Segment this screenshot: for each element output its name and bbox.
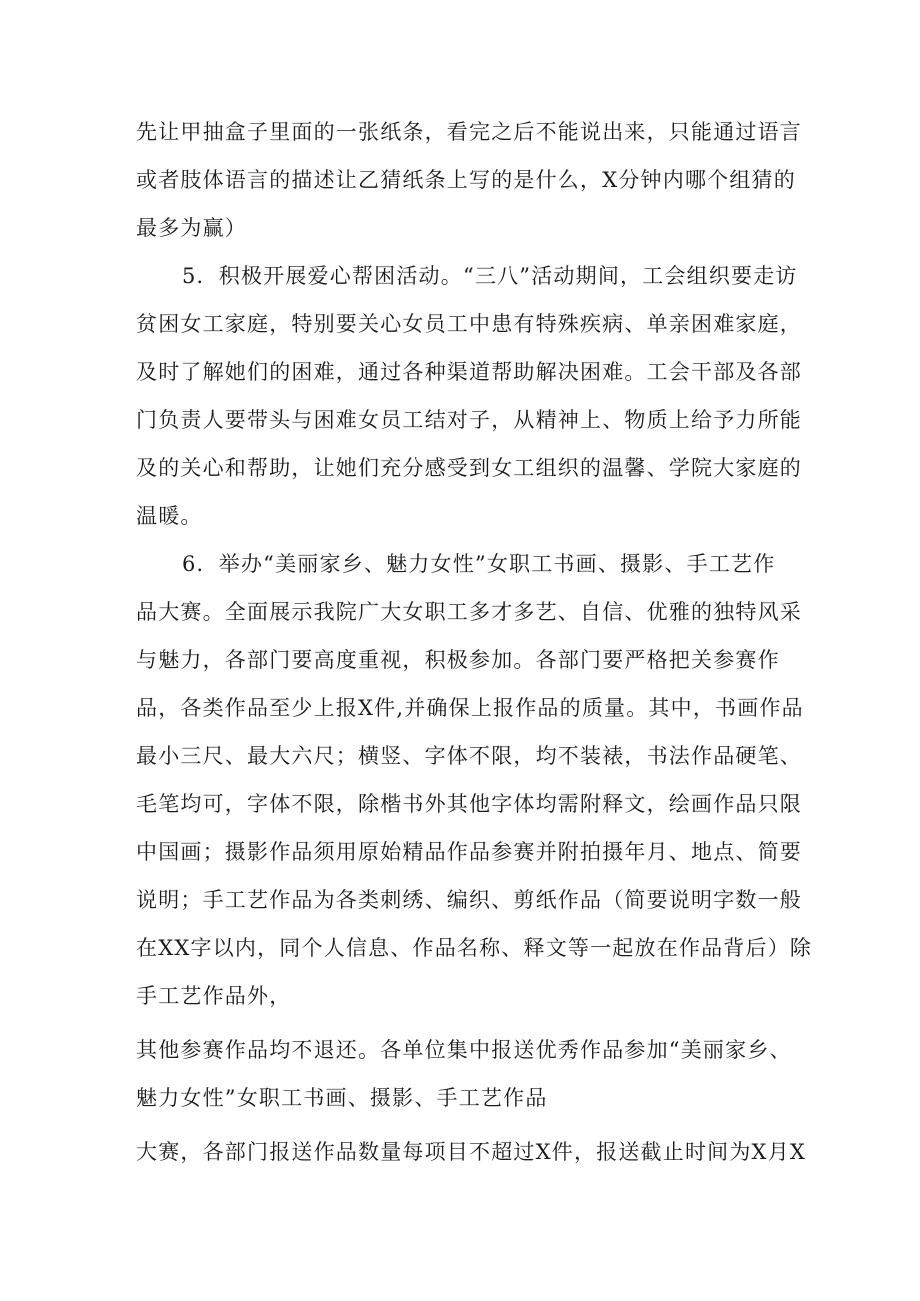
text-line: 及时了解她们的困难，通过各种渠道帮助解决困难。工会干部及各部 xyxy=(136,360,802,384)
text-line: 大赛，各部门报送作品数量每项目不超过X件，报送截止时间为X月X xyxy=(136,1140,807,1164)
text-line: 温暖。 xyxy=(136,504,203,528)
text-line: 其他参赛作品均不退还。各单位集中报送优秀作品参加“美丽家乡、 xyxy=(136,1038,792,1062)
text-line: 魅力女性”女职工书画、摄影、手工艺作品 xyxy=(136,1086,548,1110)
text-line: 与魅力，各部门要高度重视，积极参加。各部门要严格把关参赛作 xyxy=(136,648,780,672)
text-line: 手工艺作品外， xyxy=(136,984,292,1008)
text-line: 品，各类作品至少上报X件,并确保上报作品的质量。其中，书画作品 xyxy=(136,696,804,720)
text-line: 门负责人要带头与困难女员工结对子，从精神上、物质上给予力所能 xyxy=(136,408,802,432)
paragraph-5-first-line: 5．积极开展爱心帮困活动。“三八”活动期间，工会组织要走访 xyxy=(182,264,798,288)
text-line: 在XX字以内，同个人信息、作品名称、释文等一起放在作品背后）除 xyxy=(136,936,813,960)
text-line: 最小三尺、最大六尺；横竖、字体不限，均不装裱，书法作品硬笔、 xyxy=(136,744,802,768)
text-line: 先让甲抽盒子里面的一张纸条，看完之后不能说出来，只能通过语言 xyxy=(136,120,802,144)
paragraph-6-first-line: 6．举办“美丽家乡、魅力女性”女职工书画、摄影、手工艺作 xyxy=(182,552,776,576)
text-line: 及的关心和帮助，让她们充分感受到女工组织的温馨、学院大家庭的 xyxy=(136,456,802,480)
text-line: 或者肢体语言的描述让乙猜纸条上写的是什么，X分钟内哪个组猜的 xyxy=(136,168,796,192)
text-line: 贫困女工家庭，特别要关心女员工中患有特殊疾病、单亲困难家庭， xyxy=(136,312,802,336)
text-line: 中国画；摄影作品须用原始精品作品参赛并附拍摄年月、地点、简要 xyxy=(136,840,802,864)
text-line: 毛笔均可，字体不限，除楷书外其他字体均需附释文，绘画作品只限 xyxy=(136,792,802,816)
text-line: 说明；手工艺作品为各类刺绣、编织、剪纸作品（简要说明字数一般 xyxy=(136,888,802,912)
text-line: 最多为赢） xyxy=(136,216,247,240)
text-line: 品大赛。全面展示我院广大女职工多才多艺、自信、优雅的独特风采 xyxy=(136,600,802,624)
